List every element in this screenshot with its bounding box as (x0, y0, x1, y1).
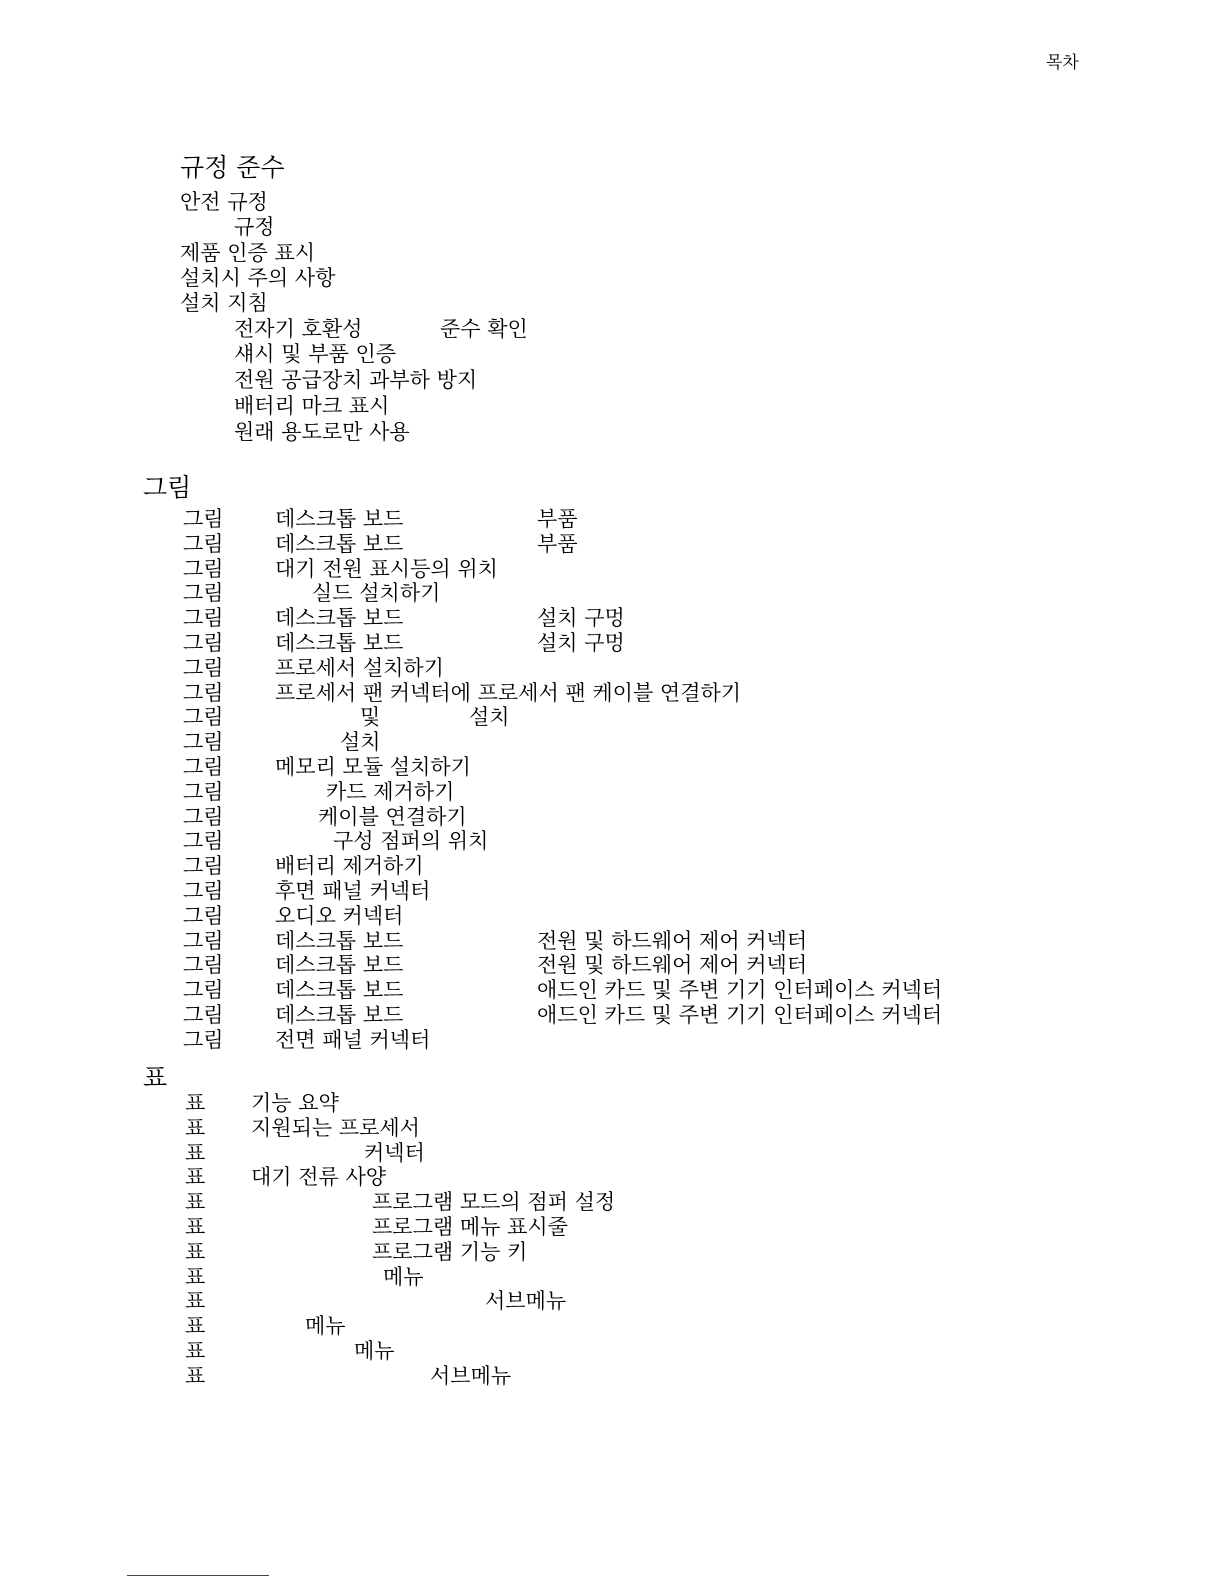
table-label: 표 (185, 1165, 206, 1189)
figure-entry[interactable]: 케이블 연결하기 (318, 805, 467, 829)
figures-section-title: 그림 (143, 473, 192, 502)
table-entry[interactable]: 프로그램 모드의 점퍼 설정 (372, 1190, 616, 1214)
figure-label: 그림 (183, 829, 224, 853)
figure-label: 그림 (183, 953, 224, 977)
figure-label: 그림 (183, 755, 224, 779)
table-label: 표 (185, 1314, 206, 1338)
figure-entry[interactable]: 데스크톱 보드 (275, 929, 404, 953)
figure-entry[interactable]: 설치 (340, 730, 381, 754)
compliance-entry[interactable]: 전자기 호환성 (234, 317, 363, 341)
figure-label: 그림 (183, 557, 224, 581)
compliance-entry[interactable]: 설치시 주의 사항 (180, 266, 336, 290)
figure-entry[interactable]: 오디오 커넥터 (275, 904, 404, 928)
figure-label: 그림 (183, 1003, 224, 1027)
figure-entry[interactable]: 데스크톱 보드 (275, 606, 404, 630)
compliance-entry[interactable]: 섀시 및 부품 인증 (234, 342, 397, 366)
table-entry[interactable]: 프로그램 기능 키 (372, 1240, 528, 1264)
table-entry[interactable]: 대기 전류 사양 (251, 1165, 387, 1189)
footer-rule (127, 1575, 269, 1576)
figure-entry[interactable]: 대기 전원 표시등의 위치 (275, 557, 498, 581)
compliance-section-title: 규정 준수 (180, 153, 285, 182)
compliance-entry[interactable]: 규정 (234, 215, 275, 239)
table-entry[interactable]: 기능 요약 (251, 1091, 339, 1115)
table-label: 표 (185, 1339, 206, 1363)
compliance-entry[interactable]: 배터리 마크 표시 (234, 394, 390, 418)
table-label: 표 (185, 1190, 206, 1214)
table-label: 표 (185, 1289, 206, 1313)
figure-entry[interactable]: 프로세서 팬 커넥터에 프로세서 팬 케이블 연결하기 (275, 681, 742, 705)
figure-entry[interactable]: 데스크톱 보드 (275, 631, 404, 655)
figure-entry[interactable]: 프로세서 설치하기 (275, 656, 444, 680)
table-label: 표 (185, 1265, 206, 1289)
figure-entry[interactable]: 배터리 제거하기 (275, 854, 424, 878)
figure-entry[interactable]: 전면 패널 커넥터 (275, 1028, 431, 1052)
figure-label: 그림 (183, 606, 224, 630)
table-label: 표 (185, 1091, 206, 1115)
figure-label: 그림 (183, 1028, 224, 1052)
figure-entry[interactable]: 실드 설치하기 (312, 581, 441, 605)
figure-entry[interactable]: 데스크톱 보드 (275, 1003, 404, 1027)
figure-entry[interactable]: 데스크톱 보드 (275, 532, 404, 556)
figure-entry[interactable]: 데스크톱 보드 (275, 507, 404, 531)
figure-label: 그림 (183, 904, 224, 928)
table-entry[interactable]: 서브메뉴 (430, 1364, 512, 1388)
table-label: 표 (185, 1141, 206, 1165)
figure-entry[interactable]: 후면 패널 커넥터 (275, 879, 431, 903)
figure-entry[interactable]: 설치 (469, 705, 510, 729)
tables-section-title: 표 (143, 1063, 168, 1092)
figure-label: 그림 (183, 978, 224, 1002)
table-label: 표 (185, 1364, 206, 1388)
figure-entry[interactable]: 전원 및 하드웨어 제어 커넥터 (537, 929, 808, 953)
figure-entry[interactable]: 애드인 카드 및 주변 기기 인터페이스 커넥터 (537, 1003, 943, 1027)
table-label: 표 (185, 1215, 206, 1239)
table-label: 표 (185, 1240, 206, 1264)
table-entry[interactable]: 메뉴 (305, 1314, 346, 1338)
figure-label: 그림 (183, 656, 224, 680)
figure-label: 그림 (183, 879, 224, 903)
figure-entry[interactable]: 데스크톱 보드 (275, 953, 404, 977)
table-entry[interactable]: 서브메뉴 (485, 1289, 567, 1313)
table-entry[interactable]: 메뉴 (354, 1339, 395, 1363)
compliance-entry[interactable]: 원래 용도로만 사용 (234, 420, 410, 444)
figure-entry[interactable]: 설치 구멍 (537, 606, 625, 630)
page-header-label: 목차 (1046, 53, 1079, 73)
figure-label: 그림 (183, 929, 224, 953)
figure-entry[interactable]: 구성 점퍼의 위치 (333, 829, 489, 853)
figure-label: 그림 (183, 805, 224, 829)
figure-label: 그림 (183, 532, 224, 556)
figure-entry[interactable]: 부품 (537, 532, 578, 556)
compliance-entry[interactable]: 전원 공급장치 과부하 방지 (234, 368, 478, 392)
figure-label: 그림 (183, 730, 224, 754)
figure-label: 그림 (183, 854, 224, 878)
figure-entry[interactable]: 카드 제거하기 (326, 780, 455, 804)
figure-entry[interactable]: 부품 (537, 507, 578, 531)
figure-entry[interactable]: 데스크톱 보드 (275, 978, 404, 1002)
compliance-entry[interactable]: 안전 규정 (180, 190, 268, 214)
figure-entry[interactable]: 메모리 모듈 설치하기 (275, 755, 471, 779)
figure-label: 그림 (183, 705, 224, 729)
figure-entry[interactable]: 전원 및 하드웨어 제어 커넥터 (537, 953, 808, 977)
figure-label: 그림 (183, 681, 224, 705)
figure-entry[interactable]: 애드인 카드 및 주변 기기 인터페이스 커넥터 (537, 978, 943, 1002)
figure-entry[interactable]: 설치 구멍 (537, 631, 625, 655)
table-entry[interactable]: 지원되는 프로세서 (251, 1116, 420, 1140)
figure-label: 그림 (183, 780, 224, 804)
table-entry[interactable]: 메뉴 (383, 1265, 424, 1289)
figure-label: 그림 (183, 631, 224, 655)
figure-label: 그림 (183, 581, 224, 605)
figure-entry[interactable]: 및 (360, 705, 381, 729)
table-label: 표 (185, 1116, 206, 1140)
table-entry[interactable]: 프로그램 메뉴 표시줄 (372, 1215, 568, 1239)
table-entry[interactable]: 커넥터 (364, 1141, 425, 1165)
compliance-entry[interactable]: 준수 확인 (440, 317, 528, 341)
compliance-entry[interactable]: 제품 인증 표시 (180, 241, 316, 265)
figure-label: 그림 (183, 507, 224, 531)
compliance-entry[interactable]: 설치 지침 (180, 291, 268, 315)
